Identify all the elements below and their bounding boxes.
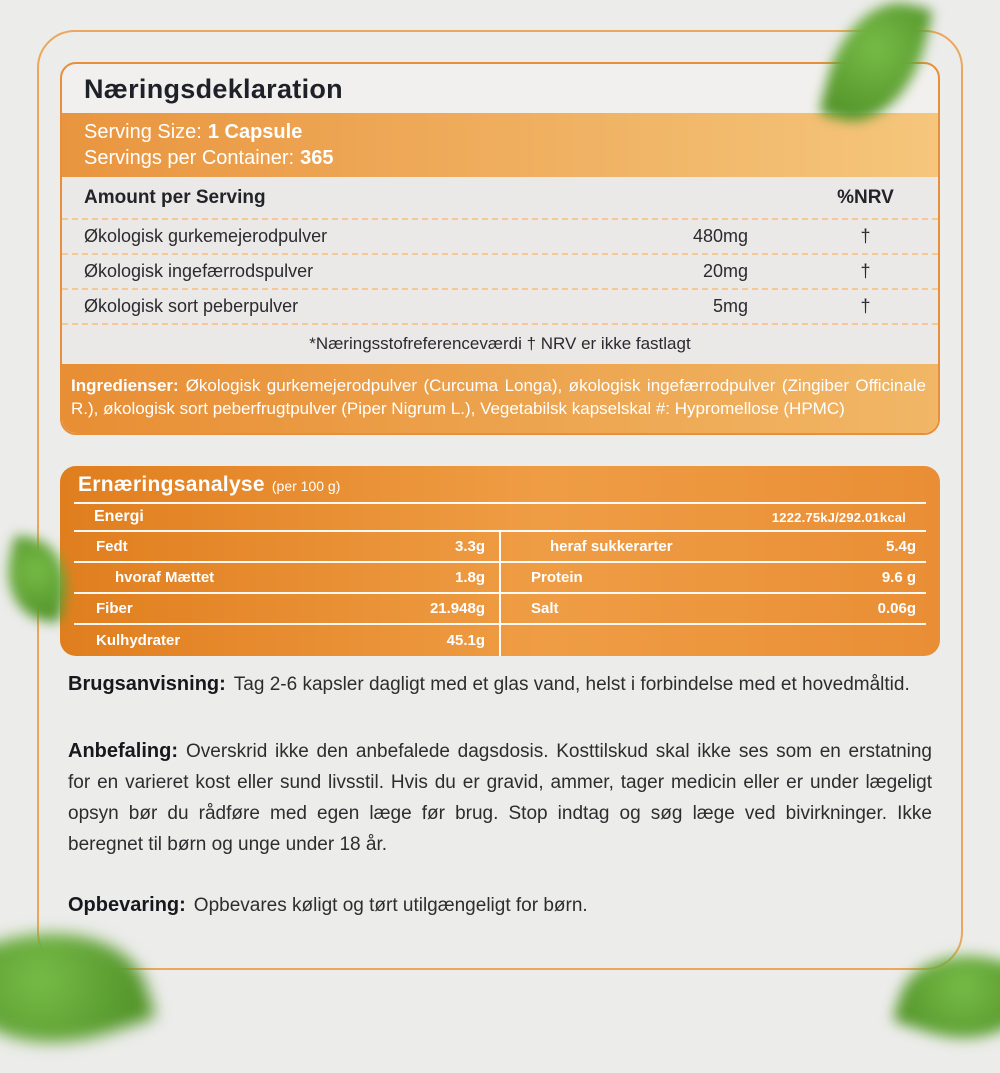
nutrition-row: [501, 594, 926, 625]
ingredient-name: Økologisk sort peberpulver: [84, 296, 299, 316]
column-header-amount-per-serving: Amount per Serving: [84, 187, 266, 208]
ingredient-name: Økologisk ingefærrodspulver: [84, 261, 314, 281]
nutrient-label: heraf sukkerarter: [550, 538, 673, 555]
nutrition-declaration-card: [60, 62, 940, 435]
ingredient-nrv: †: [860, 226, 871, 246]
section-opbevaring: [68, 890, 932, 921]
nutrition-analysis-panel: [60, 466, 940, 656]
nutrient-label: hvoraf Mættet: [115, 569, 215, 586]
nutrient-value: 21.948g: [429, 600, 485, 617]
nutrition-row: [501, 563, 926, 594]
nutrition-row: [74, 594, 499, 625]
ingredient-nrv: †: [860, 261, 871, 281]
nutrient-label: Fedt: [96, 538, 128, 555]
ingredient-amount: 20mg: [702, 261, 748, 281]
opbevaring-text: Opbevares køligt og tørt utilgængeligt for børn.: [193, 895, 588, 916]
energy-value: 1222.75kJ/292.01kcal: [771, 509, 906, 525]
nutrient-value: 5.4g: [885, 538, 916, 555]
ingredient-name: Økologisk gurkemejerodpulver: [84, 226, 328, 246]
anbefaling-text: Overskrid ikke den anbefalede dagsdosis. Kosttilskud skal ikke ses som en erstatning for en varieret kost eller sund livsstil. Hvis du er gravid, ammer, tager medicin eller er under lægeligt opsyn bør du rådføre med egen læge før brug. Stop indtag og søg læge ved bivirkninger. Ikke beregnet til børn og unge under 18 år.: [68, 741, 932, 855]
ingredient-amount: 480mg: [692, 226, 748, 246]
serving-info-bar: [62, 113, 938, 177]
nutrient-label: Kulhydrater: [96, 632, 181, 649]
table-row: [62, 218, 938, 253]
nrv-footnote: *Næringsstofreferenceværdi † NRV er ikke fastlagt: [62, 323, 938, 364]
ingredient-nrv: †: [860, 296, 871, 316]
anbefaling-label: Anbefaling:: [68, 740, 178, 762]
nutrition-left-column: [74, 532, 499, 656]
nutrient-value: 1.8g: [454, 569, 485, 586]
brugsanvisning-text: Tag 2-6 kapsler dagligt med et glas vand, helst i forbindelse med et hovedmåltid.: [233, 674, 910, 695]
supplement-facts-table: [62, 177, 938, 364]
ingredients-label: Ingredienser:: [71, 376, 179, 395]
energy-label: Energi: [94, 508, 144, 525]
nutrient-value: 45.1g: [446, 632, 485, 649]
nutrition-grid: [74, 532, 926, 656]
ingredient-amount: 5mg: [712, 296, 748, 316]
nutrition-analysis-subtitle: (per 100 g): [271, 478, 341, 494]
nutrition-analysis-title: Ernæringsanalyse: [78, 473, 265, 496]
nutrition-right-column: [501, 532, 926, 656]
nutrition-row: [74, 532, 499, 563]
nutrient-value: 0.06g: [877, 600, 916, 617]
nutrition-row: [74, 625, 499, 656]
serving-size-label: Serving Size:: [84, 121, 202, 143]
nutrient-label: Salt: [531, 600, 559, 617]
usage-text-sections: [68, 669, 932, 921]
table-row: [62, 253, 938, 288]
nutrient-label: Fiber: [96, 600, 133, 617]
ingredients-text: Økologisk gurkemejerodpulver (Curcuma Longa), økologisk ingefærrodpulver (Zingiber Officinale R.), økologisk sort peberfrugtpulver (Piper Nigrum L.), Vegetabilsk kapselskal #: Hypromellose (HPMC): [71, 376, 926, 418]
page-title: Næringsdeklaration: [84, 74, 343, 104]
table-row: [62, 288, 938, 323]
nutrient-value: 9.6 g: [881, 569, 916, 586]
nutrition-row-empty: [501, 625, 926, 656]
nutrition-row: [501, 532, 926, 563]
ingredients-section: [62, 364, 938, 433]
nutrition-analysis-header: [74, 466, 926, 502]
servings-per-container-value: 365: [300, 147, 334, 169]
nutrient-value: 3.3g: [454, 538, 485, 555]
energy-row: [74, 504, 926, 530]
table-header-row: [62, 177, 938, 218]
serving-size-line: [84, 119, 938, 145]
section-brugsanvisning: [68, 669, 932, 700]
nutrition-row: [74, 563, 499, 594]
servings-per-container-line: [84, 145, 938, 171]
section-anbefaling: [68, 736, 932, 860]
brugsanvisning-label: Brugsanvisning:: [68, 673, 226, 695]
column-header-nrv: %NRV: [837, 187, 894, 208]
opbevaring-label: Opbevaring:: [68, 894, 186, 916]
serving-size-value: 1 Capsule: [207, 121, 303, 143]
nutrient-label: Protein: [531, 569, 583, 586]
servings-per-container-label: Servings per Container:: [84, 147, 295, 169]
